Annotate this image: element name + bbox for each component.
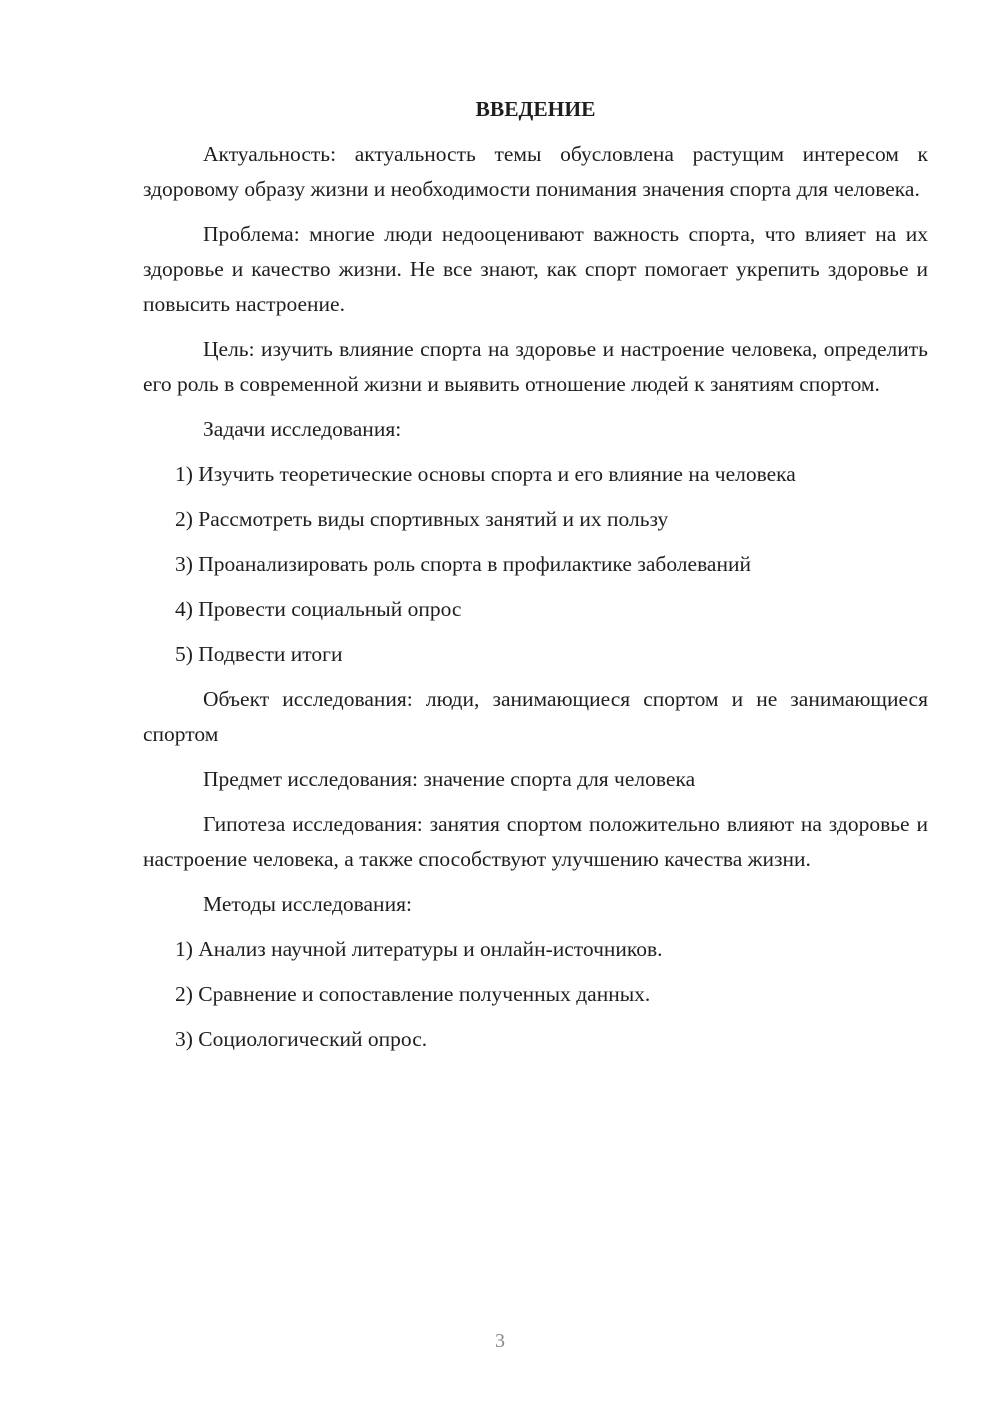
task-item: 2) Рассмотреть виды спортивных занятий и их пользу [175, 507, 669, 531]
document-body [143, 92, 928, 1067]
task-item: 4) Провести социальный опрос [175, 597, 462, 621]
method-item: 2) Сравнение и сопоставление полученных данных. [175, 982, 651, 1006]
task-item: 5) Подвести итоги [175, 642, 343, 666]
section-title: ВВЕДЕНИЕ [475, 97, 596, 121]
method-item: 1) Анализ научной литературы и онлайн-источников. [175, 937, 663, 961]
method-item: 3) Социологический опрос. [175, 1027, 428, 1051]
tasks-list [143, 457, 928, 672]
goal-paragraph: Цель: изучить влияние спорта на здоровье и настроение человека, определить его роль в современной жизни и выявить отношение людей к занятиям спортом. [143, 337, 928, 396]
subject-paragraph: Предмет исследования: значение спорта для человека [203, 767, 696, 791]
methods-heading: Методы исследования: [203, 892, 412, 916]
hypothesis-paragraph: Гипотеза исследования: занятия спортом положительно влияют на здоровье и настроение человека, а также способствуют улучшению качества жизни. [143, 812, 928, 871]
relevance-paragraph: Актуальность: актуальность темы обусловлена растущим интересом к здоровому образу жизни и необходимости понимания значения спорта для человека. [143, 142, 928, 201]
task-item: 3) Проанализировать роль спорта в профилактике заболеваний [175, 552, 751, 576]
tasks-heading: Задачи исследования: [203, 417, 402, 441]
object-paragraph: Объект исследования: люди, занимающиеся спортом и не занимающиеся спортом [143, 687, 928, 746]
page-number: 3 [495, 1330, 505, 1352]
problem-paragraph: Проблема: многие люди недооценивают важность спорта, что влияет на их здоровье и качество жизни. Не все знают, как спорт помогает укрепить здоровье и повысить настроение. [143, 222, 928, 316]
methods-list [143, 932, 928, 1057]
task-item: 1) Изучить теоретические основы спорта и его влияние на человека [175, 462, 796, 486]
